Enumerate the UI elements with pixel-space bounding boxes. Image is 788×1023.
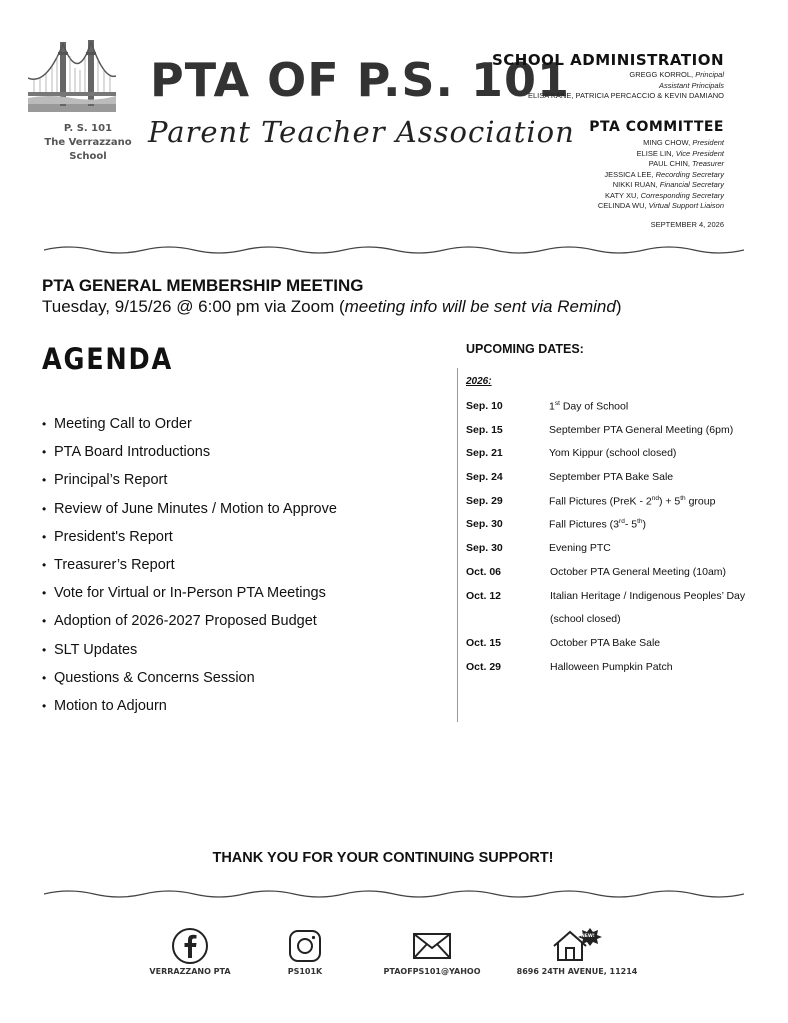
- bullet-icon: •: [42, 417, 47, 431]
- event-text: Halloween Pumpkin Patch: [550, 660, 673, 673]
- principal-name: GREGG KORROL,: [629, 70, 694, 79]
- bridge-logo-icon: [28, 36, 116, 122]
- event-text-part: Fall Pictures (PreK - 2: [549, 495, 652, 508]
- committee-member: [589, 159, 724, 170]
- instagram-icon[interactable]: [285, 926, 325, 966]
- page-subtitle: Parent Teacher Association: [148, 115, 575, 149]
- bullet-icon: •: [42, 642, 47, 657]
- agenda-item-text: Vote for Virtual or In-Person PTA Meetings: [54, 585, 326, 602]
- event-text: [549, 518, 646, 531]
- event-text: (school closed): [550, 613, 621, 626]
- member-name: CELINDA WU,: [597, 201, 647, 210]
- agenda-item-text: Motion to Adjourn: [54, 697, 167, 714]
- event-date: Sep. 15: [466, 423, 503, 436]
- event-date: Oct. 15: [466, 636, 502, 649]
- bullet-icon: •: [42, 614, 47, 629]
- agenda-item: [42, 468, 337, 496]
- event-date: Sep. 29: [466, 494, 503, 507]
- pta-committee: [589, 118, 724, 212]
- event-text-part: Fall Pictures (3: [549, 518, 620, 531]
- event-text: October PTA General Meeting (10am): [550, 565, 727, 578]
- page-title: PTA OF P.S. 101: [150, 53, 571, 107]
- email-icon[interactable]: [410, 926, 454, 966]
- agenda-item-text: Principal’s Report: [54, 472, 168, 489]
- member-role: Treasurer: [692, 159, 724, 168]
- agenda-list: [42, 412, 337, 722]
- meeting-details-end: ): [615, 297, 622, 316]
- administration-heading: SCHOOL ADMINISTRATION: [492, 51, 724, 69]
- event-date: Sep. 30: [466, 518, 503, 531]
- bullet-icon: •: [42, 557, 47, 572]
- event-text: September PTA General Meeting (6pm): [549, 423, 734, 436]
- bullet-icon: •: [42, 670, 47, 685]
- assistants-line: ELISA KANE, PATRICIA PERCACCIO & KEVIN DAMIANO: [527, 91, 724, 100]
- agenda-item: [42, 553, 337, 581]
- bullet-icon: •: [42, 586, 47, 601]
- event-text: Evening PTC: [549, 542, 611, 555]
- bullet-icon: •: [42, 501, 47, 516]
- member-name: JESSICA LEE,: [604, 169, 654, 179]
- assistant-role-line: [492, 81, 724, 92]
- event-sup: th: [637, 518, 643, 526]
- member-role: Recording Secretary: [655, 169, 724, 179]
- assistant-role: Assistant Principals: [658, 80, 724, 90]
- member-name: KATY XU,: [605, 190, 639, 200]
- wave-divider: [44, 242, 744, 258]
- agenda-item-text: Meeting Call to Order: [54, 416, 192, 432]
- event-text-part: group: [685, 495, 716, 508]
- agenda-item-text: Questions & Concerns Session: [54, 669, 255, 686]
- principal-role: Principal: [695, 70, 724, 79]
- facebook-icon[interactable]: [170, 926, 210, 966]
- home-icon[interactable]: [550, 926, 606, 966]
- event-sup: st: [554, 400, 560, 407]
- upcoming-dates-title: UPCOMING DATES:: [466, 342, 584, 356]
- member-name: ELISE LIN,: [636, 148, 674, 158]
- committee-member: [589, 201, 724, 212]
- school-name: P. S. 101: [63, 123, 113, 134]
- committee-member: [589, 138, 724, 149]
- event-text: Yom Kippur (school closed): [549, 447, 677, 460]
- committee-member: [589, 149, 724, 160]
- event-text-part: - 5: [624, 518, 638, 531]
- event-text: [549, 495, 715, 508]
- event-text: September PTA Bake Sale: [549, 471, 674, 484]
- meeting-title: PTA GENERAL MEMBERSHIP MEETING: [42, 276, 364, 295]
- bullet-icon: •: [42, 698, 47, 713]
- school-subtitle: The Verrazzano School: [44, 137, 132, 162]
- event-date: Sep. 10: [466, 400, 503, 412]
- event-text: [549, 400, 628, 413]
- member-name: MING CHOW,: [643, 138, 691, 147]
- school-administration: [492, 50, 724, 102]
- committee-member: [589, 191, 724, 202]
- member-name: PAUL CHIN,: [648, 159, 690, 168]
- event-date: Oct. 12: [466, 589, 502, 602]
- member-role: Financial Secretary: [659, 180, 724, 189]
- agenda-item-text: President's Report: [54, 528, 173, 545]
- committee-member: [589, 180, 724, 191]
- agenda-item: [42, 525, 337, 553]
- agenda-item: [42, 440, 337, 468]
- agenda-item: [42, 609, 337, 637]
- member-role: Vice President: [675, 148, 724, 158]
- thank-you-message: THANK YOU FOR YOUR CONTINUING SUPPORT!: [212, 850, 554, 866]
- agenda-item-text: SLT Updates: [54, 641, 138, 658]
- member-role: Virtual Support Liaison: [648, 201, 724, 210]
- member-role: President: [692, 138, 724, 147]
- meeting-details-text: Tuesday, 9/15/26 @ 6:00 pm via Zoom (: [42, 297, 345, 316]
- agenda-item: [42, 497, 337, 525]
- event-text-part: Day of School: [559, 400, 629, 413]
- event-sup: nd: [651, 494, 659, 502]
- meeting-details: [42, 297, 621, 317]
- document-date: SEPTEMBER 4, 2026: [650, 220, 724, 229]
- principal-line: [492, 70, 724, 81]
- address-label: 8696 24TH AVENUE, 11214: [516, 967, 638, 976]
- agenda-title: AGENDA: [42, 342, 173, 376]
- event-text-part: ) + 5: [658, 495, 681, 508]
- new-badge: NEW!: [581, 934, 595, 939]
- event-date: Sep. 21: [466, 447, 503, 460]
- event-text: October PTA Bake Sale: [550, 636, 661, 649]
- agenda-item-text: Treasurer’s Report: [54, 556, 175, 573]
- agenda-item-text: Review of June Minutes / Motion to Approve: [54, 500, 337, 517]
- committee-heading: PTA COMMITTEE: [589, 119, 724, 135]
- agenda-item: [42, 694, 337, 722]
- member-role: Corresponding Secretary: [640, 190, 724, 200]
- event-date: Oct. 06: [466, 565, 502, 578]
- event-text: Italian Heritage / Indigenous Peoples’ Day: [550, 589, 746, 602]
- agenda-item: [42, 638, 337, 666]
- meeting-details-note: meeting info will be sent via Remind: [344, 297, 616, 316]
- event-date: Sep. 24: [466, 471, 503, 484]
- bullet-icon: •: [42, 529, 47, 544]
- committee-member: [589, 170, 724, 181]
- member-name: NIKKI RUAN,: [612, 180, 658, 189]
- event-text-part: 1: [549, 400, 555, 413]
- column-divider: [457, 368, 458, 722]
- instagram-label: PS101K: [287, 967, 323, 976]
- wave-divider: [44, 886, 744, 902]
- agenda-item: [42, 412, 337, 440]
- bullet-icon: •: [42, 445, 47, 460]
- school-label: [30, 122, 146, 164]
- event-date: Sep. 30: [466, 542, 503, 555]
- agenda-item-text: Adoption of 2026-2027 Proposed Budget: [54, 613, 317, 630]
- event-sup: th: [680, 494, 686, 502]
- event-sup: rd: [619, 518, 625, 526]
- email-label: PTAOFPS101@YAHOO: [383, 967, 481, 976]
- agenda-item-text: PTA Board Introductions: [54, 444, 211, 461]
- year-label: 2026:: [466, 376, 492, 387]
- agenda-item: [42, 581, 337, 609]
- event-date: Oct. 29: [466, 660, 502, 673]
- facebook-label: VERRAZZANO PTA: [149, 967, 231, 976]
- bullet-icon: •: [42, 473, 47, 488]
- event-text-part: ): [642, 518, 646, 531]
- agenda-item: [42, 666, 337, 694]
